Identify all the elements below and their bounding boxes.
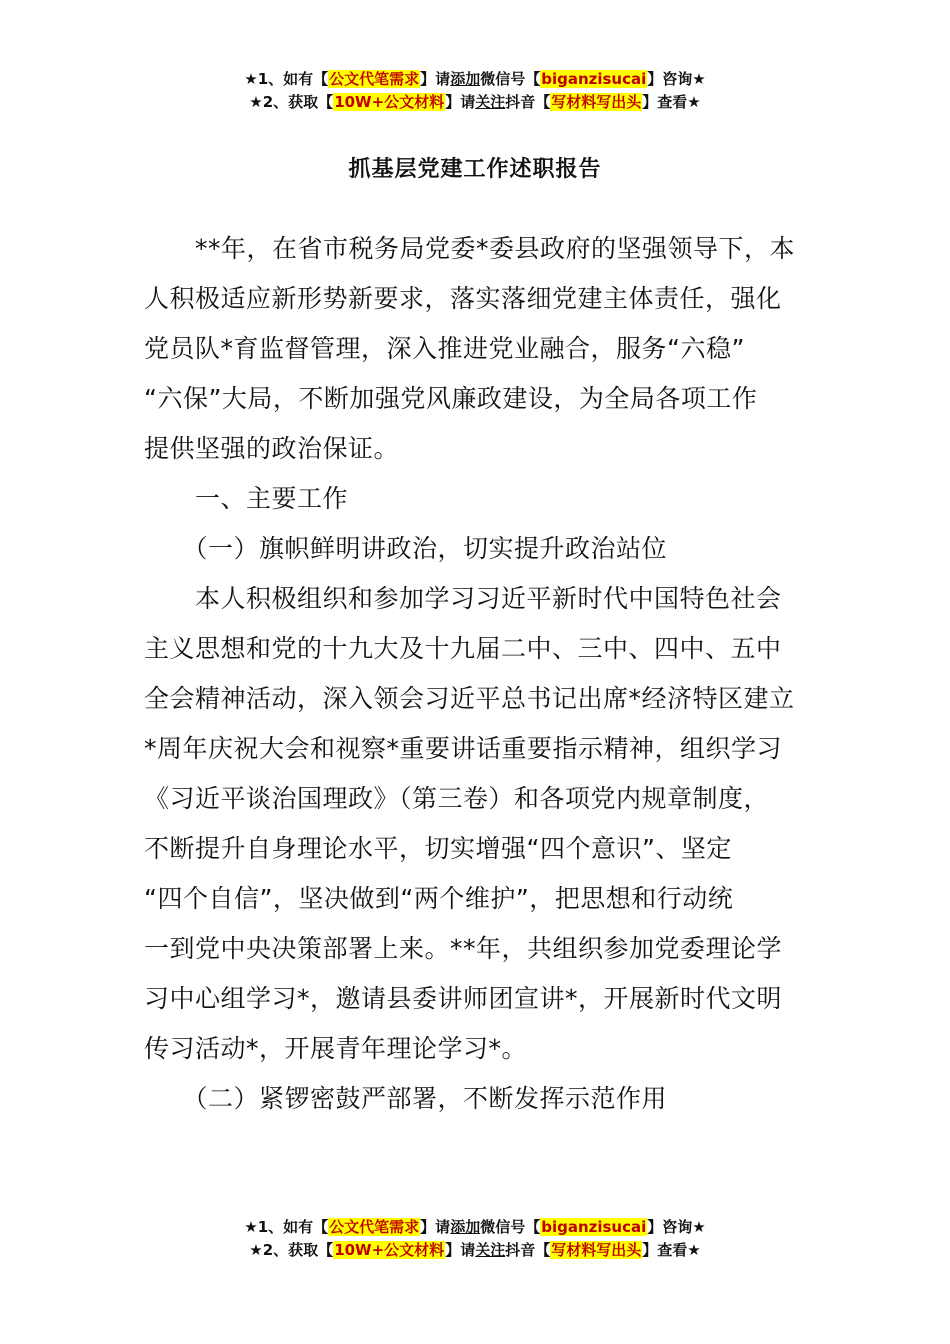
banner-highlight: 10W+公文材料 [334,1241,445,1259]
banner-text: 】请 [420,1218,451,1236]
banner-text: 】咨询★ [647,70,706,88]
paragraph-line: 传习活动*，开展青年理论学习*。 [144,1034,528,1063]
banner-text: ★2、获取【 [249,93,334,111]
banner-underline: 关注 [475,93,506,111]
banner-highlight: 公文代笔需求 [329,70,420,88]
banner-line-2 [0,1239,950,1262]
banner-highlight: biganzisucai [541,70,647,88]
paragraph-line: “四个自信”，坚决做到“两个维护”，把思想和行动统 [144,884,734,913]
paragraph-line: 不断提升自身理论水平，切实增强“四个意识”、坚定 [144,834,732,863]
banner-text: 微信号【 [480,70,541,88]
paragraph-line: 主义思想和党的十九大及十九届二中、三中、四中、五中 [144,634,782,663]
banner-text: 】请 [420,70,451,88]
paragraph-line: 一到党中央决策部署上来。**年，共组织参加党委理论学 [144,934,783,963]
subsection-heading: （一）旗帜鲜明讲政治，切实提升政治站位 [144,534,668,563]
paragraph-line: 党员队*育监督管理，深入推进党业融合，服务“六稳” [144,334,745,363]
footer-banner [0,1216,950,1262]
banner-text: 】查看★ [642,1241,701,1259]
paragraph-line: 习中心组学习*，邀请县委讲师团宣讲*，开展新时代文明 [144,984,783,1013]
paragraph-line: 本人积极组织和参加学习习近平新时代中国特色社会 [144,584,782,613]
banner-line-1 [0,1216,950,1239]
banner-text: 】咨询★ [647,1218,706,1236]
paragraph-line: **年，在省市税务局党委*委县政府的坚强领导下，本 [144,234,796,263]
banner-text: ★1、如有【 [244,70,329,88]
paragraph-line: 人积极适应新形势新要求，落实落细党建主体责任，强化 [144,284,782,313]
paragraph-line: 《习近平谈治国理政》（第三卷）和各项党内规章制度， [144,784,770,813]
banner-underline: 关注 [475,1241,506,1259]
banner-highlight: 写材料写出头 [551,1241,642,1259]
document-body [144,224,809,1124]
paragraph-line: “六保”大局，不断加强党风廉政建设，为全局各项工作 [144,384,758,413]
banner-line-2 [0,91,950,114]
paragraph-line: 全会精神活动，深入领会习近平总书记出席*经济特区建立 [144,684,795,713]
banner-highlight: 写材料写出头 [551,93,642,111]
banner-text: 】请 [445,1241,476,1259]
paragraph-line: *周年庆祝大会和视察*重要讲话重要指示精神，组织学习 [144,734,783,763]
banner-highlight: 10W+公文材料 [334,93,445,111]
banner-text: 】请 [445,93,476,111]
banner-highlight: 公文代笔需求 [329,1218,420,1236]
banner-text: ★2、获取【 [249,1241,334,1259]
banner-underline: 添加 [450,70,481,88]
banner-text: 抖音【 [505,93,551,111]
banner-line-1 [0,68,950,91]
banner-text: 抖音【 [505,1241,551,1259]
header-banner [0,68,950,114]
paragraph-line: 提供坚强的政治保证。 [144,434,400,463]
banner-text: 】查看★ [642,93,701,111]
banner-text: 微信号【 [480,1218,541,1236]
section-heading: 一、主要工作 [144,484,349,513]
subsection-heading: （二）紧锣密鼓严部署，不断发挥示范作用 [144,1084,668,1113]
banner-highlight: biganzisucai [541,1218,647,1236]
banner-underline: 添加 [450,1218,481,1236]
page-title: 抓基层党建工作述职报告 [348,157,602,182]
banner-text: ★1、如有【 [244,1218,329,1236]
